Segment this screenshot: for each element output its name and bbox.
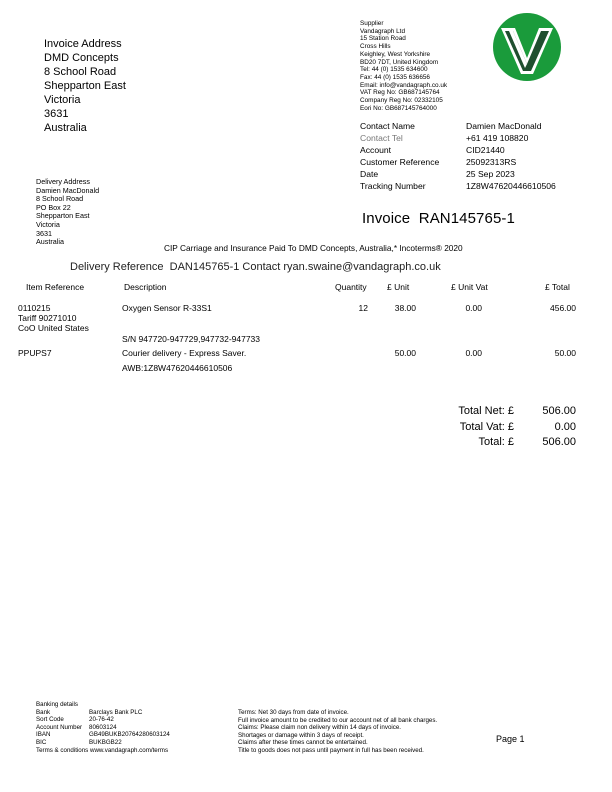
contact-label: Contact Tel <box>360 133 403 143</box>
contact-label: Tracking Number <box>360 181 426 191</box>
banking-row <box>36 731 170 739</box>
delivery-address-line: PO Box 22 <box>36 202 71 212</box>
invoice-address-line: 3631 <box>44 108 69 120</box>
contact-details <box>360 120 556 192</box>
supplier-line: Tel: 44 (0) 1535 634600 <box>360 66 428 74</box>
supplier-line: Cross Hills <box>360 43 391 51</box>
delivery-address-line: Victoria <box>36 219 60 229</box>
total-vat-label: Total Vat: £ <box>459 421 514 433</box>
table-row-total: 50.00 <box>554 348 576 358</box>
invoice-address-line: Victoria <box>44 94 81 106</box>
contact-value: 1Z8W47620446610506 <box>466 181 556 191</box>
contact-row <box>360 180 556 192</box>
terms-line: Claims after these times cannot be entertained. <box>238 739 368 747</box>
banking-label: BIC <box>36 738 47 746</box>
payment-terms <box>238 709 437 755</box>
terms-link[interactable]: Terms & conditions www.vandagraph.com/terms <box>36 746 169 754</box>
banking-row <box>36 724 170 732</box>
table-row-unit: 38.00 <box>394 303 416 313</box>
supplier-line: Fax: 44 (0) 1535 636656 <box>360 73 430 81</box>
delivery-address-line: Australia <box>36 237 64 247</box>
table-row-coo: CoO United States <box>18 323 89 333</box>
banking-label: Sort Code <box>36 716 64 724</box>
page-number: Page 1 <box>496 734 525 744</box>
supplier-line: VAT Reg No: GB687145764 <box>360 89 440 97</box>
delivery-address-line: Damien MacDonald <box>36 185 100 195</box>
header-item-reference: Item Reference <box>26 282 85 292</box>
terms-line: Claims: Please claim non delivery within 14 days of invoice. <box>238 724 402 732</box>
supplier-line: 15 Station Road <box>360 35 406 43</box>
invoice-address-line: Invoice Address <box>44 38 122 50</box>
table-row-description: Courier delivery - Express Saver. <box>122 348 247 358</box>
banking-label: IBAN <box>36 731 51 739</box>
contact-row <box>360 132 556 144</box>
terms-line: Full invoice amount to be credited to our account net of all bank charges. <box>238 716 438 724</box>
contact-label: Customer Reference <box>360 157 440 167</box>
total-net-label: Total Net: £ <box>458 405 514 417</box>
invoice-address <box>44 37 126 135</box>
contact-value: 25092313RS <box>466 157 517 167</box>
supplier-line: Email: info@vandagraph.co.uk <box>360 81 448 89</box>
header-total: £ Total <box>545 282 570 292</box>
contact-value: 25 Sep 2023 <box>466 169 515 179</box>
supplier-line: Vandagraph Ltd <box>360 27 406 35</box>
contact-value: CID21440 <box>466 145 505 155</box>
supplier-line: Company Reg No: 02332105 <box>360 97 443 105</box>
delivery-reference: Delivery Reference DAN145765-1 Contact ryan.swaine@vandagraph.co.uk <box>70 261 441 273</box>
delivery-address-line: 8 School Road <box>36 194 84 204</box>
banking-row <box>36 709 170 717</box>
delivery-address <box>36 178 99 247</box>
contact-label: Account <box>360 145 392 155</box>
contact-label: Contact Name <box>360 121 415 131</box>
vandagraph-logo <box>492 12 562 82</box>
grand-total-label: Total: £ <box>478 436 514 448</box>
grand-total-value: 506.00 <box>542 436 576 448</box>
table-row-description: Oxygen Sensor R-33S1 <box>122 303 212 313</box>
invoice-title: Invoice RAN145765-1 <box>362 210 515 227</box>
banking-value: 20-76-42 <box>89 716 114 724</box>
table-row-unit-vat: 0.00 <box>465 348 482 358</box>
terms-line: Title to goods does not pass until payment in full has been received. <box>238 746 424 754</box>
terms-line: Shortages or damage within 3 days of receipt. <box>238 731 364 739</box>
invoice-address-line: DMD Concepts <box>44 52 119 64</box>
table-row-unit: 50.00 <box>394 348 416 358</box>
total-vat-value: 0.00 <box>554 421 576 433</box>
banking-value: GB49BUKB20764280603124 <box>89 731 170 739</box>
header-unit-vat: £ Unit Vat <box>451 282 488 292</box>
incoterms-line: CIP Carriage and Insurance Paid To DMD Concepts, Australia,* Incoterms® 2020 <box>164 243 463 253</box>
supplier-line: Eori No: GB687145764000 <box>360 104 437 112</box>
contact-value: Damien MacDonald <box>466 121 542 131</box>
banking-heading: Banking details <box>36 701 78 708</box>
invoice-address-line: Australia <box>44 122 87 134</box>
banking-label: Account Number <box>36 723 83 731</box>
table-row-tariff: Tariff 90271010 <box>18 313 77 323</box>
banking-value: BUKBGB22 <box>89 738 122 746</box>
table-row-item-ref: PPUPS7 <box>18 348 52 358</box>
delivery-address-line: Shepparton East <box>36 211 90 221</box>
banking-value: 80603124 <box>89 723 117 731</box>
supplier-details <box>360 20 447 112</box>
banking-row <box>36 739 170 747</box>
contact-row <box>360 156 556 168</box>
table-row-total: 456.00 <box>550 303 576 313</box>
contact-row <box>360 168 556 180</box>
supplier-line: Keighley, West Yorkshire <box>360 50 431 58</box>
header-description: Description <box>124 282 167 292</box>
invoice-address-line: Shepparton East <box>44 80 126 92</box>
contact-value: +61 419 108820 <box>466 133 529 143</box>
supplier-line: BD20 7DT, United Kingdom <box>360 58 439 66</box>
banking-label: Bank <box>36 708 51 716</box>
terms-line: Terms: Net 30 days from date of invoice. <box>238 709 349 716</box>
contact-row <box>360 144 556 156</box>
delivery-address-line: Delivery Address <box>36 177 90 186</box>
contact-label: Date <box>360 169 379 179</box>
contact-row <box>360 120 556 132</box>
table-row-unit-vat: 0.00 <box>465 303 482 313</box>
header-quantity: Quantity <box>335 282 367 292</box>
table-row-item-ref: 0110215 <box>18 303 51 313</box>
banking-row <box>36 716 170 724</box>
table-row-awb: AWB:1Z8W47620446610506 <box>122 363 233 373</box>
delivery-address-line: 3631 <box>36 228 52 238</box>
invoice-address-line: 8 School Road <box>44 66 117 78</box>
banking-details <box>36 701 170 754</box>
total-net-value: 506.00 <box>542 405 576 417</box>
header-unit-price: £ Unit <box>387 282 410 292</box>
supplier-line: Supplier <box>360 20 384 27</box>
table-row-serial: S/N 947720-947729,947732-947733 <box>122 334 261 344</box>
table-row-quantity: 12 <box>358 303 368 313</box>
banking-value: Barclays Bank PLC <box>89 708 143 716</box>
